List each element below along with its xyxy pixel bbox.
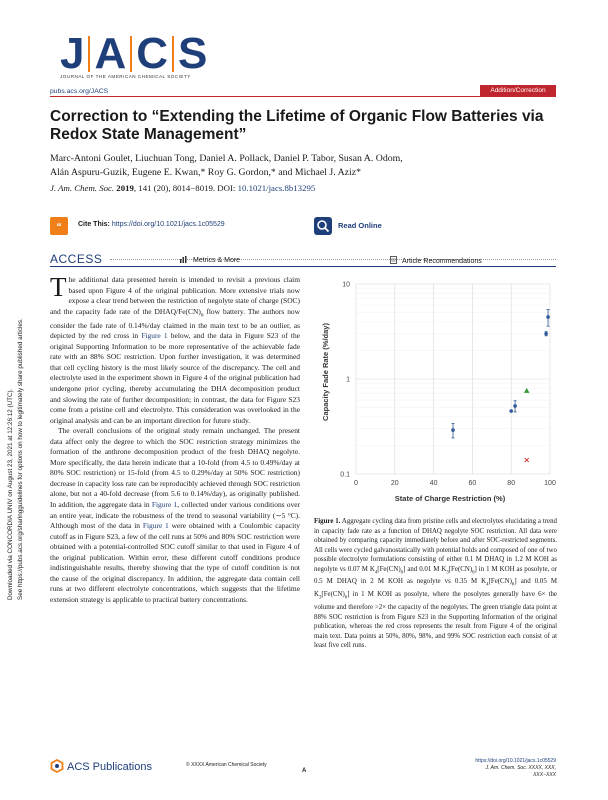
logo-letter-c: C xyxy=(136,29,169,78)
caption-sub: 6 xyxy=(472,569,475,575)
cite-this-icon[interactable] xyxy=(50,217,68,235)
x-tick-label: 80 xyxy=(507,480,516,487)
p1-text-a: he additional data presented herein is intended to revisit a previous claim based upon Figure 4 of the original publication. More extensive trials now expose a clear trend between the restriction of negolyte state of charge (SOC) and the capacity fade rate of the DHAQ/Fe(CN) xyxy=(50,275,300,316)
x-tick-label: 20 xyxy=(390,480,399,487)
caption-sub: 6 xyxy=(400,569,404,575)
paragraph-2 xyxy=(50,426,300,605)
caption-text: [Fe(CN) xyxy=(377,565,401,573)
footer-reference xyxy=(470,758,556,779)
figure-caption xyxy=(314,517,557,651)
caption-sub: 6 xyxy=(511,582,515,588)
caption-sub: 6 xyxy=(344,595,348,601)
journal-subtitle: JOURNAL OF THE AMERICAN CHEMICAL SOCIETY xyxy=(60,74,191,79)
download-notice-line2: See https://pubs.acs.org/sharingguidelines for options on how to legitimately share published articles. xyxy=(17,318,24,600)
caption-text: ] and 0.05 M K xyxy=(314,578,557,599)
caption-text: ] in 1 M KOH as posolyte, or 0.5 M DHAQ in 2 M KOH as negolyte vs 0.35 M K xyxy=(314,565,557,586)
author-list xyxy=(50,152,560,179)
p1-text-c: below, and the data in Figure S23 of the original Supporting Information to be more representative of the achievable fade rate with an 88% SOC restriction. Upon further investigation, it was determined that cell cycling history is the most likely source of the discrepancy. The cell and electrolyte used in the experiment shown in Figure 4 of the original publication had undergone prior cycling, thereby accumulating the DHA decomposition product and slowing the rate of further decomposition; in contrast, the data for Figure S23 come from a pristine cell and electrolyte. This consideration was overlooked in the original analysis and can be an important direction for future study. xyxy=(50,331,300,425)
recommendations-label: Article Recommendations xyxy=(402,258,482,265)
logo-letter-s: S xyxy=(178,29,208,78)
article-recommendations-button[interactable] xyxy=(390,256,482,265)
y-tick-label: 10 xyxy=(342,281,350,289)
publisher-name: ACS Publications xyxy=(67,761,152,773)
caption-label: Figure 1. xyxy=(314,518,341,525)
y-tick-label: 1 xyxy=(346,376,350,384)
data-point xyxy=(544,332,548,336)
page-number: A xyxy=(302,768,307,774)
metrics-button[interactable] xyxy=(180,256,240,264)
read-online-icon[interactable] xyxy=(314,217,332,235)
data-point xyxy=(509,409,513,413)
caption-sub: 4 xyxy=(486,582,489,588)
caption-text: [Fe(CN) xyxy=(488,578,512,586)
article-title: Correction to “Extending the Lifetime of Organic Flow Batteries via Redox State Management” xyxy=(50,108,544,143)
acs-hexagon-icon xyxy=(50,759,64,773)
citation xyxy=(50,183,315,193)
p2-text-c: were obtained with a Coulombic capacity cutoff as in Figure S23, a few of the cell runs at 50% and 80% SOC restriction were obtained with a potential-controlled SOC cutoff similar to that used in Figure 4 of the original publication. Within error, these different cutoff conditions produce indistinguishable results, thereby showing that the type of cutoff condition is not the cause of the original discrepancy. In addition, the aggregate data contain cell runs at two different electrolyte concentrations, which suggests that the lifetime extension strategy is applicable to practical battery concentrations. xyxy=(50,521,300,604)
authors-line1: Marc-Antoni Goulet, Liuchuan Tong, Daniel A. Pollack, Daniel P. Tabor, Susan A. Odom, xyxy=(50,153,403,164)
cite-this[interactable] xyxy=(78,221,225,228)
caption-sub: 3 xyxy=(446,569,449,575)
authors-line2: Alán Aspuru-Guzik, Eugene E. Kwan,* Roy G. Gordon,* and Michael J. Aziz* xyxy=(50,166,361,178)
article-type-badge: Addition/Correction xyxy=(480,85,556,96)
caption-text: ] and 0.01 M K xyxy=(403,565,447,573)
x-tick-label: 0 xyxy=(354,480,358,487)
y-tick-label: 0.1 xyxy=(340,471,350,479)
document-icon xyxy=(390,256,397,264)
x-tick-label: 40 xyxy=(429,480,438,487)
p2-text-a: The overall conclusions of the original study remain unchanged. The present data affect only the degree to which the SOC restriction strategy minimizes the formation of the anthrone decomposition product of the fresh DHAQ negolyte. More specifically, the data herein indicate that a 10-fold (from 4.5 to 0.49%/day at 80% SOC restriction) or 15-fold (from 4.5 to 0.29%/day at 50% SOC restriction) decrease in capacity loss rate can be reproducibly achieved through SOC restriction alone, but not a 40-fold decrease (from 5.6 to 0.14%/day), as originally published. In addition, the aggregate data in xyxy=(50,426,300,509)
caption-text: [Fe(CN) xyxy=(448,565,473,573)
citation-doi-link[interactable]: 10.1021/jacs.8b13295 xyxy=(237,183,316,193)
chart-x-axis-label: State of Charge Restriction (%) xyxy=(394,494,506,503)
p1-text-b: flow battery. The authors now consider the fade rate of 0.14%/day claimed in the main text to be an outlier, as depicted by the red cross in xyxy=(50,306,300,341)
capacity-fade-chart xyxy=(312,272,558,508)
metrics-label: Metrics & More xyxy=(193,257,241,264)
p1-sub: 6 xyxy=(200,312,204,319)
logo-letter-a: A xyxy=(94,29,127,78)
logo-letter-j: J xyxy=(60,29,85,78)
acs-publications-logo[interactable] xyxy=(50,759,152,773)
body-text xyxy=(50,272,301,605)
x-tick-label: 60 xyxy=(468,480,477,487)
download-notice xyxy=(3,240,33,600)
figure-1-link[interactable]: Figure 1 xyxy=(151,499,178,509)
download-notice-line1: Downloaded via CONCORDIA UNIV on August 23, 2021 at 12:26:12 (UTC). xyxy=(7,388,14,600)
citation-year: 2019 xyxy=(116,183,134,193)
footer-journal-ref: J. Am. Chem. Soc. XXXX, XXX, XXX−XXX xyxy=(485,765,556,778)
journal-url[interactable]: pubs.acs.org/JACS xyxy=(50,88,109,95)
svg-text:“: “ xyxy=(56,222,62,233)
figure-1-link[interactable]: Figure 1 xyxy=(141,331,168,341)
access-label: ACCESS xyxy=(50,252,103,266)
data-point-triangle xyxy=(524,388,530,393)
access-dotted-rule xyxy=(110,259,556,260)
bar-chart-icon xyxy=(180,256,188,263)
copyright: © XXXX American Chemical Society xyxy=(186,762,267,768)
footer-doi-link[interactable]: https://doi.org/10.1021/jacs.1c05529 xyxy=(475,758,556,764)
data-point xyxy=(513,404,517,408)
citation-rest: , 141 (20), 8014−8019. DOI: xyxy=(133,183,238,193)
data-point xyxy=(451,428,455,432)
x-tick-label: 100 xyxy=(544,480,556,487)
caption-sub: 3 xyxy=(318,595,322,601)
figure-1-link[interactable]: Figure 1 xyxy=(142,521,169,531)
cite-this-label: Cite This: xyxy=(78,221,112,228)
caption-text-a: Aggregate cycling data from pristine cells and electrolytes elucidating a trend in capacity fade rate as a function of DHAQ negolyte SOC restriction. All data were obtained by comparing capacity immediately before and after SOC-restricted segments. All cells were cycled galvanostatically with potential holds and composed of one of two possible electrolyte formulations consisting of either 0.1 M DHAQ in 1.2 M KOH as negolyte vs 0.07 M K xyxy=(314,518,557,573)
caption-text: ] in 1 M KOH as posolyte, where the posolytes generally have 6× the volume and therefore >2× the capacity of the negolytes. The green triangle data point at 88% SOC restriction is from Figure S23 in the Supporting Information of the original publication, whereas the red cross represents the result from Figure 4 of the original main text. Data points at 50%, 80%, 98%, and 99% SOC restriction each consist of at least five cell runs. xyxy=(314,591,557,650)
paragraph-1 xyxy=(50,272,300,426)
data-point xyxy=(546,315,550,319)
citation-journal: J. Am. Chem. Soc. xyxy=(50,183,115,193)
access-rule xyxy=(50,266,556,267)
read-online-link[interactable]: Read Online xyxy=(338,221,382,230)
p2-text-b: , collected under various conditions over an entire year, indicate the robustness of the trend to seasonal variability (∼5 °C). Although most of the data in xyxy=(50,499,301,531)
chart-y-axis-label: Capacity Fade Rate (%/day) xyxy=(321,323,330,421)
header-rule xyxy=(50,96,556,97)
caption-text: [Fe(CN) xyxy=(321,591,345,599)
caption-sub: 4 xyxy=(374,569,378,575)
drop-cap: T xyxy=(50,272,67,302)
cite-doi-link[interactable]: https://doi.org/10.1021/jacs.1c05529 xyxy=(111,221,225,228)
